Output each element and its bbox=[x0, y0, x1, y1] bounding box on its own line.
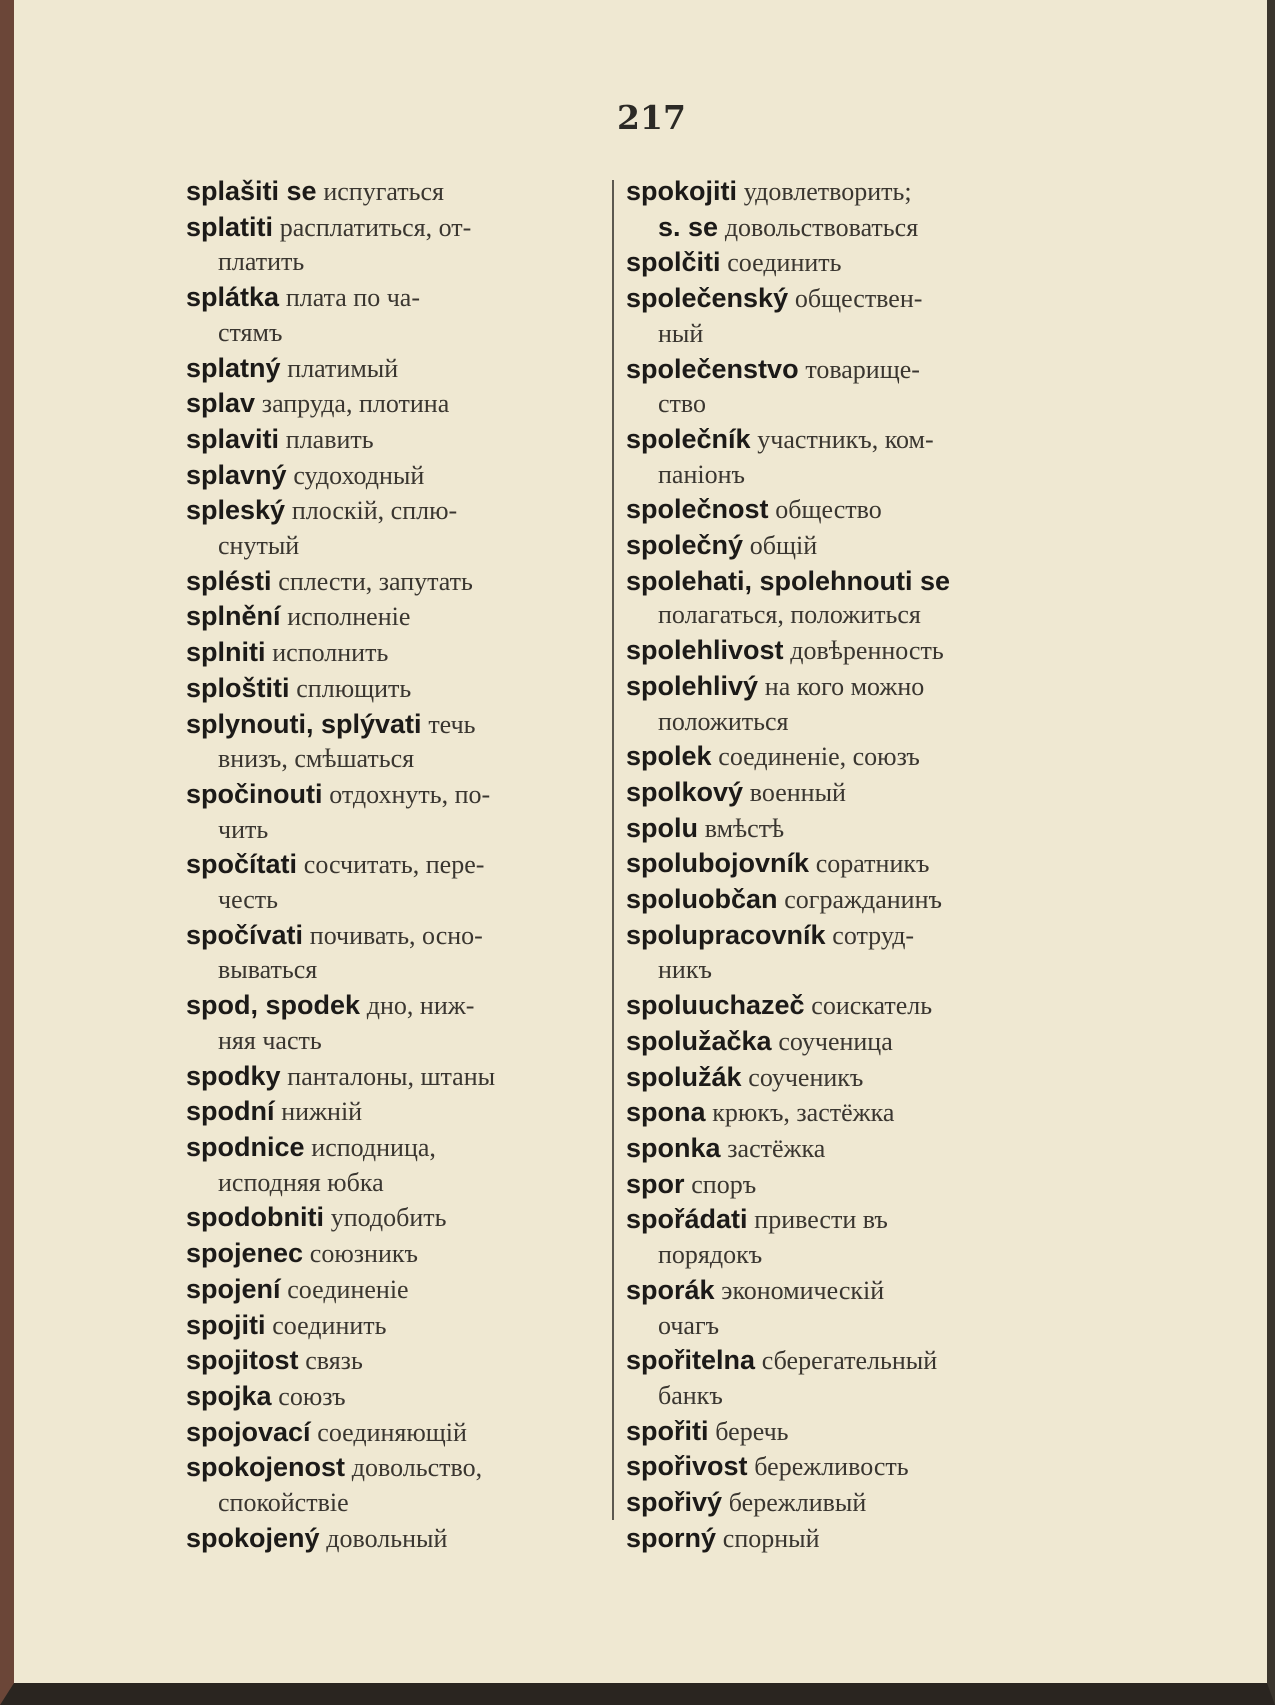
entry-translation: почивать, осно- bbox=[309, 920, 483, 950]
entry-translation: платимый bbox=[287, 353, 399, 383]
entry-translation: сберегательный bbox=[761, 1346, 938, 1376]
entry-headword: spoluobčan bbox=[626, 884, 778, 915]
entry-translation-continuation: снутый bbox=[218, 531, 300, 561]
entry-translation-continuation: вываться bbox=[218, 955, 318, 985]
entry-translation-continuation: внизъ, смѣшаться bbox=[218, 744, 415, 774]
entry-translation: соединить bbox=[727, 248, 842, 278]
entry-translation-continuation: няя часть bbox=[218, 1025, 322, 1055]
entry-headword: sporák bbox=[626, 1274, 715, 1305]
dictionary-entry bbox=[626, 1024, 1046, 1060]
entry-headword: spoluuchazeč bbox=[626, 990, 805, 1021]
dictionary-entry bbox=[626, 1414, 1046, 1450]
entry-translation: застёжка bbox=[727, 1133, 826, 1163]
entry-headword: spolužák bbox=[626, 1061, 742, 1092]
dictionary-entry bbox=[626, 210, 1046, 246]
entry-translation: привести въ bbox=[754, 1205, 888, 1235]
entry-headword: spořitelna bbox=[626, 1345, 756, 1376]
entry-headword: spořivost bbox=[626, 1451, 748, 1482]
entry-headword: spořiti bbox=[626, 1415, 709, 1446]
entry-headword: spodní bbox=[186, 1096, 275, 1127]
dictionary-entry bbox=[186, 1450, 604, 1520]
entry-headword: splavný bbox=[186, 459, 287, 490]
dictionary-entry bbox=[186, 493, 604, 563]
dictionary-entry bbox=[626, 1273, 1046, 1343]
dictionary-entry bbox=[626, 492, 1046, 528]
entry-headword: spolčiti bbox=[626, 247, 721, 278]
entry-translation: согражданинъ bbox=[784, 885, 942, 915]
entry-translation: уподобить bbox=[330, 1203, 447, 1233]
entry-translation: соученица bbox=[778, 1026, 893, 1056]
entry-headword: sploštiti bbox=[186, 672, 290, 703]
entry-headword: splaviti bbox=[186, 423, 280, 454]
entry-translation-continuation: ный bbox=[658, 318, 704, 348]
entry-translation: довольствоваться bbox=[724, 212, 919, 242]
entry-headword: spočívati bbox=[186, 919, 304, 950]
dictionary-entry bbox=[186, 635, 604, 671]
dictionary-entry bbox=[186, 847, 604, 917]
entry-translation: сосчитать, пере- bbox=[303, 850, 485, 880]
dictionary-entry bbox=[186, 458, 604, 494]
dictionary-entry bbox=[626, 352, 1046, 422]
entry-translation: связь bbox=[305, 1346, 363, 1376]
entry-translation: нижній bbox=[281, 1097, 363, 1127]
entry-translation: довольство, bbox=[351, 1453, 483, 1483]
entry-headword: spolužačka bbox=[626, 1025, 772, 1056]
dictionary-entry bbox=[626, 1521, 1046, 1557]
entry-headword: spojovací bbox=[186, 1416, 311, 1447]
entry-headword: spolehati, spolehnouti se bbox=[626, 565, 951, 596]
entry-translation-continuation: исподняя юбка bbox=[218, 1167, 384, 1197]
dictionary-entry bbox=[626, 633, 1046, 669]
entry-headword: spolkový bbox=[626, 776, 744, 807]
entry-translation: крюкъ, застёжка bbox=[712, 1098, 895, 1128]
dictionary-entry bbox=[186, 988, 604, 1058]
dictionary-entry bbox=[626, 1060, 1046, 1096]
entry-headword: spolubojovník bbox=[626, 848, 810, 879]
dictionary-entry bbox=[626, 1449, 1046, 1485]
entry-headword: spojení bbox=[186, 1273, 281, 1304]
entry-headword: sponka bbox=[626, 1132, 721, 1163]
dictionary-entry bbox=[626, 245, 1046, 281]
entry-translation: исполненіе bbox=[287, 602, 411, 632]
entry-translation: сплести, запутать bbox=[278, 566, 473, 596]
entry-translation: отдохнуть, по- bbox=[329, 779, 491, 809]
entry-translation: союзникъ bbox=[309, 1239, 418, 1269]
dictionary-entry bbox=[186, 671, 604, 707]
right-column bbox=[626, 174, 1046, 1556]
entry-headword: spojiti bbox=[186, 1309, 266, 1340]
entry-headword: společný bbox=[626, 530, 744, 561]
entry-headword: spokojenost bbox=[186, 1452, 346, 1483]
dictionary-entry bbox=[186, 918, 604, 988]
entry-translation-continuation: положиться bbox=[658, 706, 789, 736]
entry-headword: splynouti, splývati bbox=[186, 708, 422, 739]
entry-headword: spodky bbox=[186, 1060, 281, 1091]
entry-headword: spleský bbox=[186, 495, 286, 526]
dictionary-entry bbox=[186, 1200, 604, 1236]
entry-headword: splésti bbox=[186, 565, 272, 596]
entry-headword: spolek bbox=[626, 741, 712, 772]
entry-translation: союзъ bbox=[278, 1381, 346, 1411]
entry-translation-continuation: никъ bbox=[658, 955, 712, 985]
entry-translation: сплющить bbox=[296, 673, 412, 703]
dictionary-entry bbox=[626, 775, 1046, 811]
entry-headword: spokojiti bbox=[626, 176, 738, 206]
entry-translation: бережливость bbox=[754, 1452, 909, 1482]
entry-headword: společenstvo bbox=[626, 353, 799, 384]
dictionary-entry bbox=[626, 1485, 1046, 1521]
entry-translation-continuation: очагъ bbox=[658, 1310, 720, 1340]
dictionary-entry bbox=[186, 386, 604, 422]
dictionary-entry bbox=[186, 564, 604, 600]
entry-translation: спорный bbox=[722, 1523, 820, 1553]
entry-translation: панталоны, штаны bbox=[287, 1061, 496, 1091]
entry-headword: spočítati bbox=[186, 849, 298, 880]
dictionary-entry bbox=[186, 174, 604, 210]
entry-translation: довольный bbox=[326, 1523, 448, 1553]
entry-translation: обществен- bbox=[794, 284, 923, 314]
entry-translation: удовлетворить; bbox=[743, 177, 912, 206]
dictionary-entry bbox=[186, 777, 604, 847]
entry-translation: общество bbox=[775, 495, 882, 525]
entry-headword: splniti bbox=[186, 637, 266, 668]
entry-translation: исподница, bbox=[311, 1132, 436, 1162]
entry-translation: соискатель bbox=[811, 991, 933, 1021]
entry-headword: spod, spodek bbox=[186, 990, 361, 1021]
dictionary-entry bbox=[186, 1059, 604, 1095]
entry-translation-continuation: платить bbox=[218, 247, 305, 277]
entry-translation: сотруд- bbox=[832, 920, 915, 950]
dictionary-entry bbox=[186, 422, 604, 458]
entry-headword: spojitost bbox=[186, 1345, 299, 1376]
left-column bbox=[186, 174, 604, 1556]
entry-translation: соединеніе, союзъ bbox=[718, 742, 920, 772]
entry-translation: испугаться bbox=[323, 177, 444, 206]
entry-headword: splatiti bbox=[186, 211, 274, 242]
entry-translation: течь bbox=[428, 709, 476, 739]
dictionary-entry bbox=[626, 528, 1046, 564]
dictionary-entry bbox=[186, 1415, 604, 1451]
entry-headword: spojenec bbox=[186, 1238, 304, 1269]
dictionary-entry bbox=[626, 174, 1046, 210]
column-divider bbox=[612, 180, 614, 1520]
entry-translation-continuation: спокойствіе bbox=[218, 1488, 349, 1518]
entry-translation-continuation: ство bbox=[658, 389, 707, 419]
entry-translation: судоходный bbox=[293, 460, 425, 490]
entry-headword: spona bbox=[626, 1097, 706, 1128]
entry-headword: společník bbox=[626, 423, 751, 454]
entry-translation: вмѣстѣ bbox=[704, 813, 785, 843]
entry-translation: плата по ча- bbox=[285, 283, 420, 313]
dictionary-entry bbox=[626, 281, 1046, 351]
entry-translation: военный bbox=[749, 777, 846, 807]
entry-headword: spolehlivost bbox=[626, 635, 784, 666]
dictionary-entry bbox=[626, 1095, 1046, 1131]
entry-translation-continuation: паніонъ bbox=[658, 459, 745, 489]
entry-headword: spodobniti bbox=[186, 1202, 324, 1233]
entry-headword: spořivý bbox=[626, 1487, 723, 1518]
entry-translation: соединеніе bbox=[287, 1274, 409, 1304]
entry-translation-continuation: чить bbox=[218, 814, 269, 844]
dictionary-entry bbox=[626, 564, 1046, 633]
entry-translation: дно, ниж- bbox=[366, 991, 475, 1021]
dictionary-entry bbox=[186, 1379, 604, 1415]
entry-headword: s. se bbox=[658, 211, 719, 242]
entry-headword: splav bbox=[186, 388, 256, 419]
entry-translation: беречь bbox=[715, 1416, 789, 1446]
entry-headword: spokojený bbox=[186, 1522, 320, 1553]
dictionary-entry bbox=[186, 707, 604, 777]
entry-translation: на кого можно bbox=[764, 671, 925, 701]
dictionary-entry bbox=[626, 1131, 1046, 1167]
dictionary-entry bbox=[186, 280, 604, 350]
dictionary-entry bbox=[186, 1521, 604, 1557]
dictionary-entry bbox=[186, 210, 604, 280]
entry-headword: společenský bbox=[626, 283, 789, 314]
dictionary-entry bbox=[626, 669, 1046, 739]
dictionary-entry bbox=[626, 1202, 1046, 1272]
entry-headword: spodnice bbox=[186, 1131, 305, 1162]
entry-headword: spor bbox=[626, 1168, 685, 1199]
dictionary-entry bbox=[186, 1272, 604, 1308]
entry-headword: spočinouti bbox=[186, 778, 323, 809]
entry-translation-continuation: порядокъ bbox=[658, 1240, 763, 1270]
entry-translation: участникъ, ком- bbox=[757, 424, 934, 454]
entry-translation: споръ bbox=[691, 1169, 757, 1199]
dictionary-entry bbox=[186, 1236, 604, 1272]
entry-translation: плавить bbox=[285, 424, 374, 454]
entry-translation-continuation: банкъ bbox=[658, 1380, 723, 1410]
dictionary-entry bbox=[626, 988, 1046, 1024]
dictionary-entry bbox=[626, 811, 1046, 847]
dictionary-entry bbox=[186, 1343, 604, 1379]
dictionary-entry bbox=[186, 351, 604, 387]
dictionary-entry bbox=[626, 846, 1046, 882]
entry-headword: spolu bbox=[626, 812, 698, 843]
entry-headword: spolehlivý bbox=[626, 670, 759, 701]
entry-translation: расплатиться, от- bbox=[279, 212, 472, 242]
entry-translation: довѣренность bbox=[790, 636, 944, 666]
dictionary-entry bbox=[186, 1094, 604, 1130]
entry-translation: соратникъ bbox=[815, 849, 930, 879]
entry-translation: общій bbox=[749, 531, 818, 561]
entry-translation: товарище- bbox=[805, 354, 920, 384]
entry-headword: sporný bbox=[626, 1522, 717, 1553]
entry-headword: splatný bbox=[186, 352, 281, 383]
dictionary-entry bbox=[626, 422, 1046, 492]
dictionary-entry bbox=[626, 739, 1046, 775]
dictionary-entry bbox=[186, 1308, 604, 1344]
dictionary-entry bbox=[626, 1167, 1046, 1203]
entry-translation: соединить bbox=[272, 1310, 387, 1340]
entry-translation: бережливый bbox=[728, 1488, 867, 1518]
entry-headword: splnění bbox=[186, 601, 281, 632]
entry-translation-continuation: стямъ bbox=[218, 317, 283, 347]
entry-translation: исполнить bbox=[272, 638, 389, 668]
dictionary-entry bbox=[186, 1130, 604, 1200]
entry-translation-continuation: честь bbox=[218, 885, 279, 915]
entry-translation: плоскій, сплю- bbox=[291, 496, 458, 526]
entry-translation: экономическій bbox=[721, 1275, 885, 1305]
entry-translation: соученикъ bbox=[748, 1062, 864, 1092]
dictionary-entry bbox=[626, 882, 1046, 918]
entry-translation: соединяющій bbox=[317, 1417, 467, 1447]
entry-headword: spojka bbox=[186, 1380, 272, 1411]
entry-headword: společnost bbox=[626, 494, 769, 525]
entry-headword: spořádati bbox=[626, 1204, 748, 1235]
dictionary-entry bbox=[626, 1343, 1046, 1413]
dictionary-entry bbox=[186, 599, 604, 635]
page-number: 217 bbox=[617, 98, 686, 137]
entry-headword: spolupracovník bbox=[626, 919, 826, 950]
entry-translation-continuation: полагаться, положиться bbox=[658, 600, 921, 630]
entry-translation: запруда, плотина bbox=[261, 389, 450, 419]
entry-headword: splašiti se bbox=[186, 176, 317, 206]
dictionary-entry bbox=[626, 918, 1046, 988]
entry-headword: splátka bbox=[186, 282, 280, 313]
